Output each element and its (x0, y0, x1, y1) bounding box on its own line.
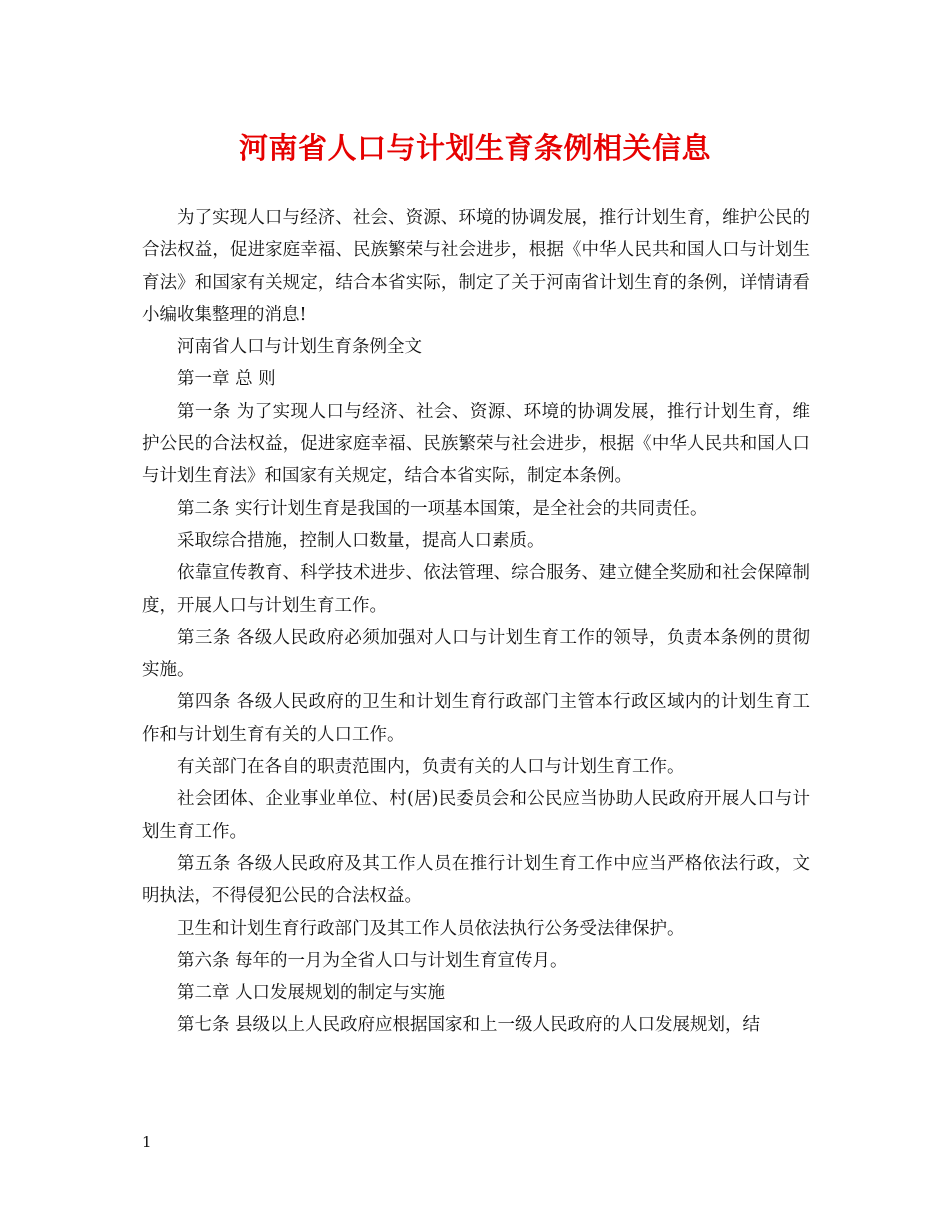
page-number: 1 (142, 1133, 152, 1151)
body-paragraph: 第四条 各级人民政府的卫生和计划生育行政部门主管本行政区域内的计划生育工作和与计划生育有关的人口工作。 (142, 692, 810, 745)
body-paragraph: 第五条 各级人民政府及其工作人员在推行计划生育工作中应当严格依法行政，文明执法，不得侵犯公民的合法权益。 (142, 853, 810, 907)
body-paragraph: 社会团体、企业事业单位、村(居)民委员会和公民应当协助人民政府开展人口与计划生育工作。 (142, 789, 810, 842)
body-paragraph: 有关部门在各自的职责范围内，负责有关的人口与计划生育工作。 (177, 757, 685, 778)
document-title: 河南省人口与计划生育条例相关信息 (238, 131, 711, 165)
body-paragraph: 河南省人口与计划生育条例全文 (177, 337, 422, 358)
body-paragraph: 卫生和计划生育行政部门及其工作人员依法执行公务受法律保护。 (177, 918, 685, 939)
body-paragraph: 第一章 总 则 (177, 369, 276, 390)
document-body (142, 202, 810, 1042)
body-paragraph: 第一条 为了实现人口与经济、社会、资源、环境的协调发展，推行计划生育，维护公民的合法权益，促进家庭幸福、民族繁荣与社会进步，根据《中华人民共和国人口与计划生育法》和国家有关规定，结合本省实际，制定本条例。 (142, 401, 810, 487)
body-paragraph: 依靠宣传教育、科学技术进步、依法管理、综合服务、建立健全奖励和社会保障制度，开展人口与计划生育工作。 (142, 563, 810, 616)
body-paragraph: 第六条 每年的一月为全省人口与计划生育宣传月。 (177, 950, 568, 971)
body-paragraph: 第三条 各级人民政府必须加强对人口与计划生育工作的领导，负责本条例的贯彻实施。 (142, 627, 810, 681)
body-paragraph: 第二章 人口发展规划的制定与实施 (177, 983, 446, 1004)
body-paragraph: 第二条 实行计划生育是我国的一项基本国策，是全社会的共同责任。 (177, 498, 708, 519)
body-paragraph: 为了实现人口与经济、社会、资源、环境的协调发展，推行计划生育，维护公民的合法权益，促进家庭幸福、民族繁荣与社会进步，根据《中华人民共和国人口与计划生育法》和国家有关规定，结合本省实际，制定了关于河南省计划生育的条例，详情请看小编收集整理的消息! (142, 208, 810, 325)
body-paragraph: 采取综合措施，控制人口数量，提高人口素质。 (177, 530, 545, 551)
body-paragraph: 第七条 县级以上人民政府应根据国家和上一级人民政府的人口发展规划，结 (177, 1015, 761, 1036)
